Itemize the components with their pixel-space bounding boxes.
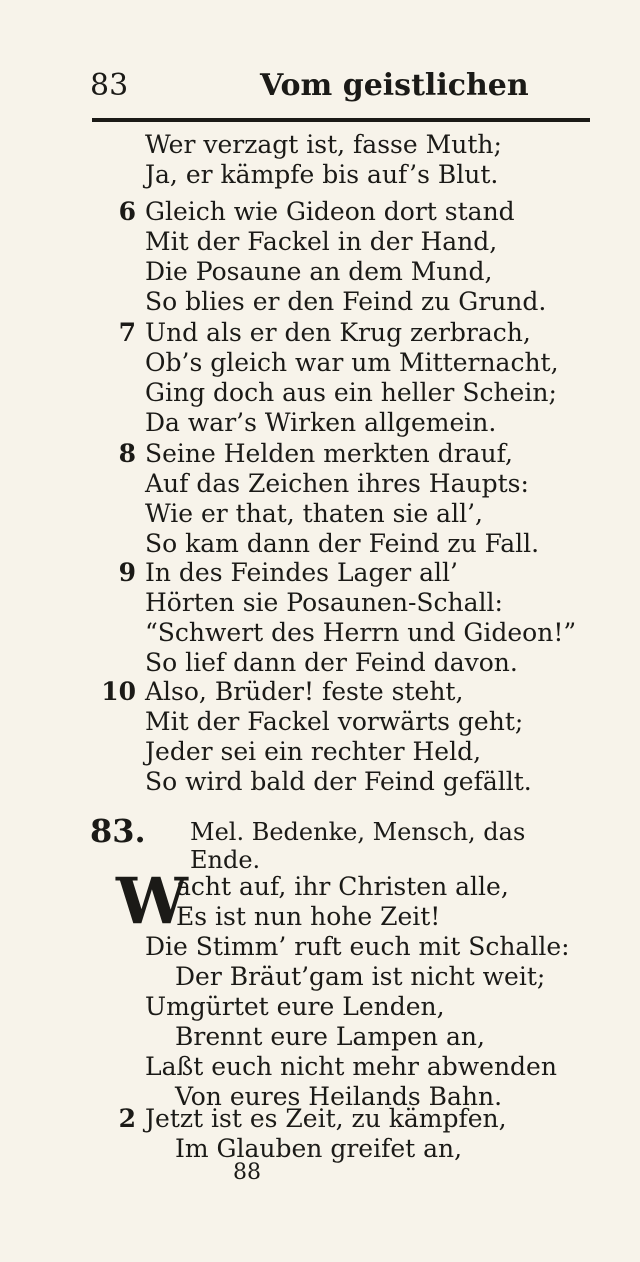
verse-line: Ging doch aus ein heller Schein; xyxy=(145,378,557,407)
verse-line: So kam dann der Feind zu Fall. xyxy=(145,529,540,558)
stanza-number: 10 xyxy=(101,677,136,706)
hymn-number: 83. xyxy=(90,812,146,850)
verse-line: Also, Brüder! feste steht, xyxy=(145,677,464,706)
verse-line: Und als er den Krug zerbrach, xyxy=(145,318,531,347)
stanza-number: 9 xyxy=(118,558,136,587)
stanza-number: 8 xyxy=(118,439,136,468)
verse-line: Da war’s Wirken allgemein. xyxy=(145,408,497,437)
header-rule xyxy=(92,118,590,122)
verse-line: Hörten sie Posaunen-Schall: xyxy=(145,588,503,617)
verse-line: Mit der Fackel vorwärts geht; xyxy=(145,707,524,736)
verse-line: Ja, er kämpfe bis auf’s Blut. xyxy=(145,160,499,189)
verse-line: Jetzt ist es Zeit, zu kämpfen, xyxy=(145,1104,507,1133)
verse-line: So blies er den Feind zu Grund. xyxy=(145,287,547,316)
running-title: Vom geistlichen xyxy=(260,68,529,103)
verse-line: Wie er that, thaten sie all’, xyxy=(145,499,483,528)
verse-line: In des Feindes Lager all’ xyxy=(145,558,458,587)
verse-line: Die Stimm’ ruft euch mit Schalle: xyxy=(145,932,570,961)
running-header xyxy=(90,62,590,112)
verse-line: So wird bald der Feind gefällt. xyxy=(145,767,532,796)
verse-line: Der Bräut’gam ist nicht weit; xyxy=(175,962,546,991)
verse-line: “Schwert des Herrn und Gideon!” xyxy=(145,618,577,647)
hymn-heading xyxy=(90,812,590,874)
verse-line: acht auf, ihr Christen alle, xyxy=(176,872,509,901)
verse-line: Ob’s gleich war um Mitternacht, xyxy=(145,348,559,377)
verse-line: Umgürtet eure Lenden, xyxy=(145,992,445,1021)
verse-line: Auf das Zeichen ihres Haupts: xyxy=(145,469,529,498)
verse-line: Laßt euch nicht mehr abwenden xyxy=(145,1052,557,1081)
verse-line: Wer verzagt ist, fasse Muth; xyxy=(145,130,502,159)
verse-line: So lief dann der Feind davon. xyxy=(145,648,518,677)
stanza-number: 7 xyxy=(118,318,136,347)
verse-line: Mit der Fackel in der Hand, xyxy=(145,227,498,256)
page-number: 83 xyxy=(90,68,129,103)
verse-line: Die Posaune an dem Mund, xyxy=(145,257,493,286)
verse-line: Jeder sei ein rechter Held, xyxy=(145,737,482,766)
verse-line: Es ist nun hohe Zeit! xyxy=(176,902,441,931)
stanza-number: 6 xyxy=(118,197,136,226)
verse-line: Gleich wie Gideon dort stand xyxy=(145,197,515,226)
verse-line: Brennt eure Lampen an, xyxy=(175,1022,485,1051)
drop-cap: W xyxy=(116,864,188,939)
stanza-number: 2 xyxy=(118,1104,136,1133)
verse-line: Im Glauben greifet an, xyxy=(175,1134,463,1163)
verse-line: Seine Helden merkten drauf, xyxy=(145,439,513,468)
signature-mark: 88 xyxy=(233,1160,261,1185)
melody-note: Mel. Bedenke, Mensch, das Ende. xyxy=(190,818,526,874)
verse-line: Von eures Heilands Bahn. xyxy=(175,1082,503,1111)
